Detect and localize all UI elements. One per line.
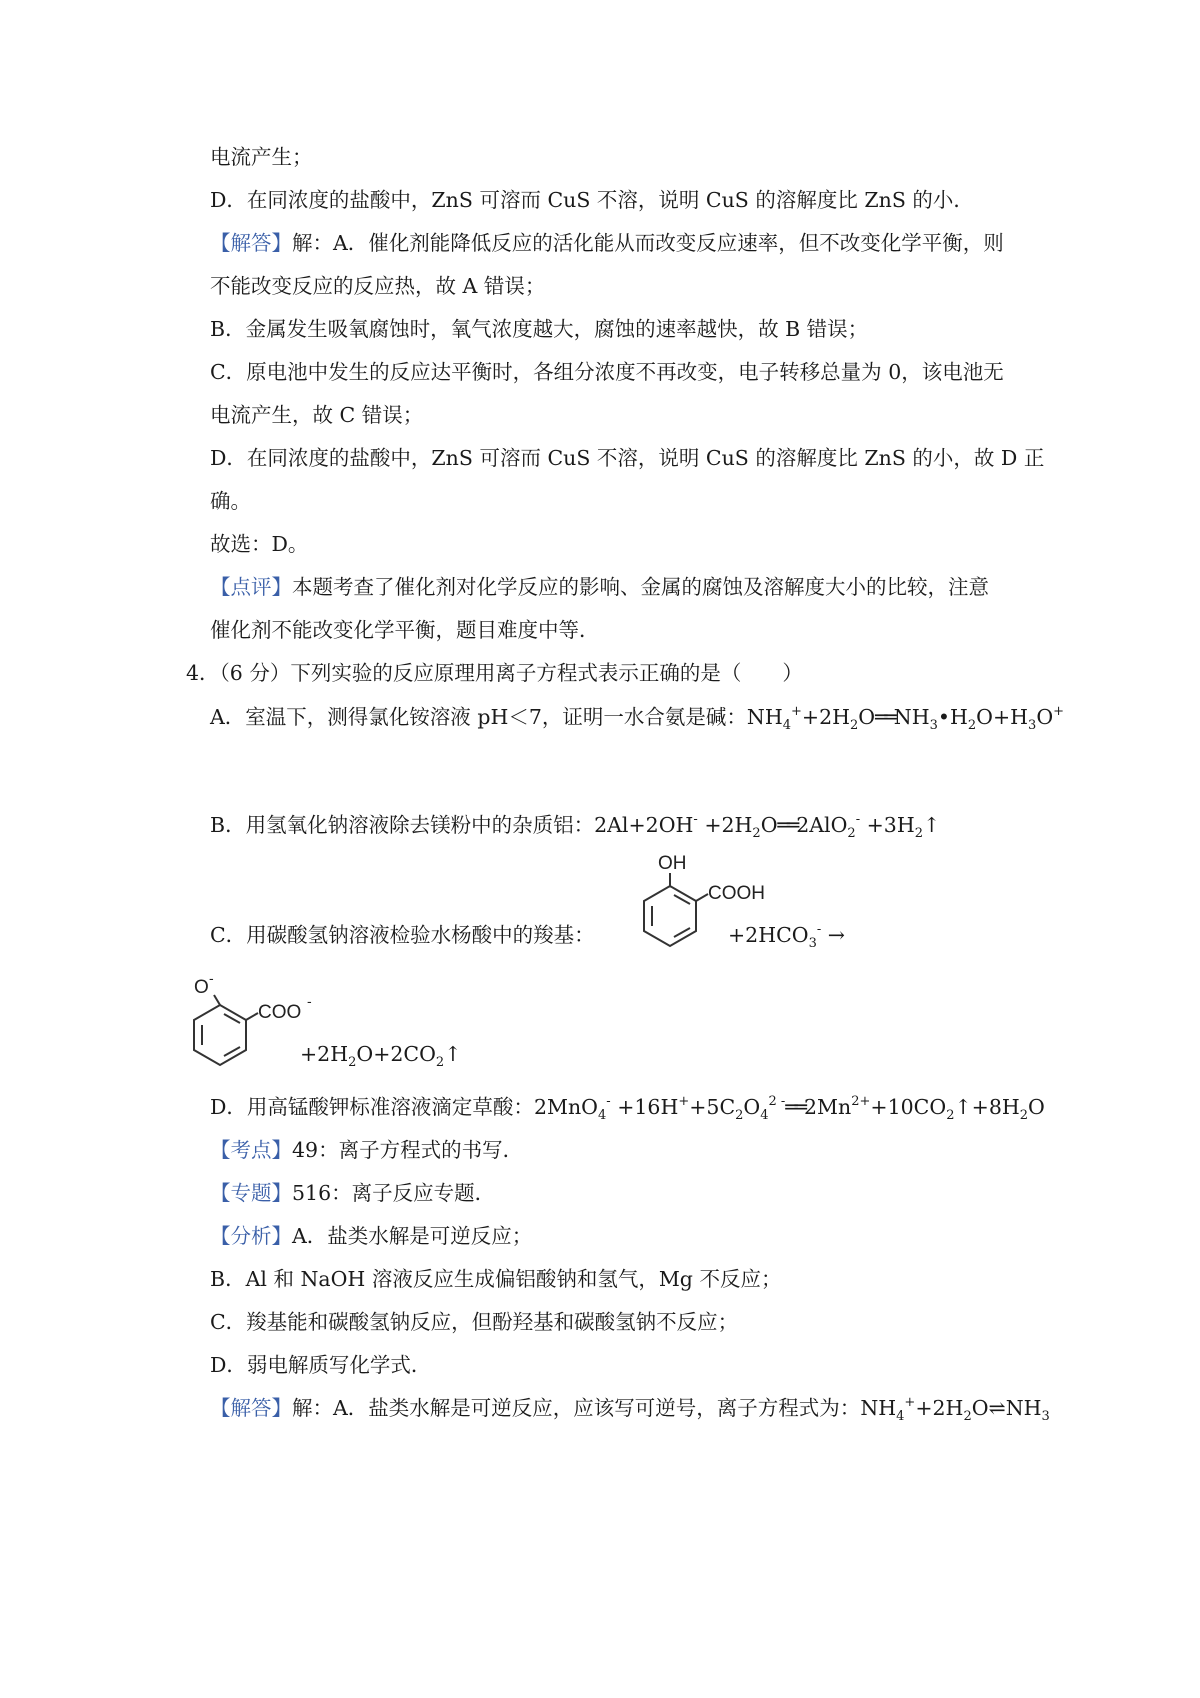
svg-text:COO: COO (258, 1002, 302, 1023)
text-line: D．在同浓度的盐酸中，ZnS 可溶而 CuS 不溶，说明 CuS 的溶解度比 ZnS 的小． (210, 188, 974, 212)
zhuanti-tag: 【专题】 (210, 1181, 292, 1205)
comment-tag: 【点评】 (210, 575, 292, 599)
svg-text:-: - (209, 970, 214, 986)
text-line: 电流产生； (210, 145, 313, 169)
text-line: 催化剂不能改变化学平衡，题目难度中等． (210, 618, 600, 642)
svg-text:OH: OH (658, 853, 687, 874)
text-line: C．原电池中发生的反应达平衡时，各组分浓度不再改变，电子转移总量为 0，该电池无 (210, 360, 1004, 384)
svg-text:-: - (307, 993, 312, 1009)
text-line: 确。 (210, 489, 251, 513)
option-a: A．室温下，测得氯化铵溶液 pH＜7，证明一水合氨是碱：$NH_4^++2H_2O══NH_3•H_2O+H_3O^+$ (210, 704, 1065, 733)
equation-d: $2MnO_4^- +16H^++5C_2O_4^{2 -}══2Mn^{2+}+10CO_2↑+8H_2O$ (533, 1094, 1045, 1123)
option-b: B．用氢氧化钠溶液除去镁粉中的杂质铝：$2Al+2OH^- +2H_2O══2AlO_2^-$ $+3H_2↑$ (210, 812, 941, 841)
kaodian-line: 【考点】49：离子方程式的书写． (210, 1138, 524, 1162)
kaodian-tag: 【考点】 (210, 1138, 292, 1162)
salicylate-anion-structure (178, 970, 318, 1085)
fenxi-line: 【分析】A．盐类水解是可逆反应； (210, 1224, 533, 1248)
equation-c-part1: $+2HCO_3^-$ → (728, 922, 845, 951)
text-line: C．羧基能和碳酸氢钠反应，但酚羟基和碳酸氢钠不反应； (210, 1310, 739, 1334)
answer-line: 【解答】解：A．盐类水解是可逆反应，应该写可逆号，离子方程式为：$NH_4^++2H_2O\rightleftharpoons NH_3$ (210, 1395, 1050, 1424)
salicylic-acid-structure (604, 851, 765, 971)
fenxi-tag: 【分析】 (210, 1224, 292, 1248)
equation-b: $2Al+2OH^- +2H_2O══2AlO_2^-$ $+3H_2↑$ (594, 812, 941, 841)
text-line: B．Al 和 NaOH 溶液反应生成偏铝酸钠和氢气，Mg 不反应； (210, 1267, 782, 1291)
text-line: 故选：D。 (210, 532, 309, 556)
svg-text:COOH: COOH (708, 883, 765, 904)
zhuanti-line: 【专题】516：离子反应专题． (210, 1181, 496, 1205)
text-line: 电流产生，故 C 错误； (210, 403, 424, 427)
text-line: 不能改变反应的反应热，故 A 错误； (210, 274, 546, 298)
answer-tag: 【解答】 (210, 1396, 292, 1420)
equation-answer: $NH_4^++2H_2O\rightleftharpoons NH_3$ (860, 1395, 1050, 1424)
svg-text:O: O (194, 977, 209, 998)
comment-line: 【点评】本题考查了催化剂对化学反应的影响、金属的腐蚀及溶解度大小的比较，注意 (210, 575, 989, 599)
answer-tag: 【解答】 (210, 231, 292, 255)
text-line: D．在同浓度的盐酸中，ZnS 可溶而 CuS 不溶，说明 CuS 的溶解度比 ZnS 的小，故 D 正 (210, 446, 1045, 470)
option-d: D．用高锰酸钾标准溶液滴定草酸：$2MnO_4^- +16H^++5C_2O_4^{2 -}══2Mn^{2+}+10CO_2↑+8H_2O$ (210, 1094, 1045, 1123)
answer-line: 【解答】解：A．催化剂能降低反应的活化能从而改变反应速率，但不改变化学平衡，则 (210, 231, 1004, 255)
equation-a: $NH_4^++2H_2O══NH_3•H_2O+H_3O^+$ (746, 704, 1065, 733)
option-c: C．用碳酸氢钠溶液检验水杨酸中的羧基： (210, 923, 595, 947)
equation-c-part2: $+2H_2O+2CO_2↑$ (300, 1042, 462, 1070)
text-line: B．金属发生吸氧腐蚀时，氧气浓度越大，腐蚀的速率越快，故 B 错误； (210, 317, 869, 341)
text-line: D．弱电解质写化学式． (210, 1353, 432, 1377)
question-4: 4．（6 分）下列实验的反应原理用离子方程式表示正确的是（ ） (186, 661, 803, 685)
